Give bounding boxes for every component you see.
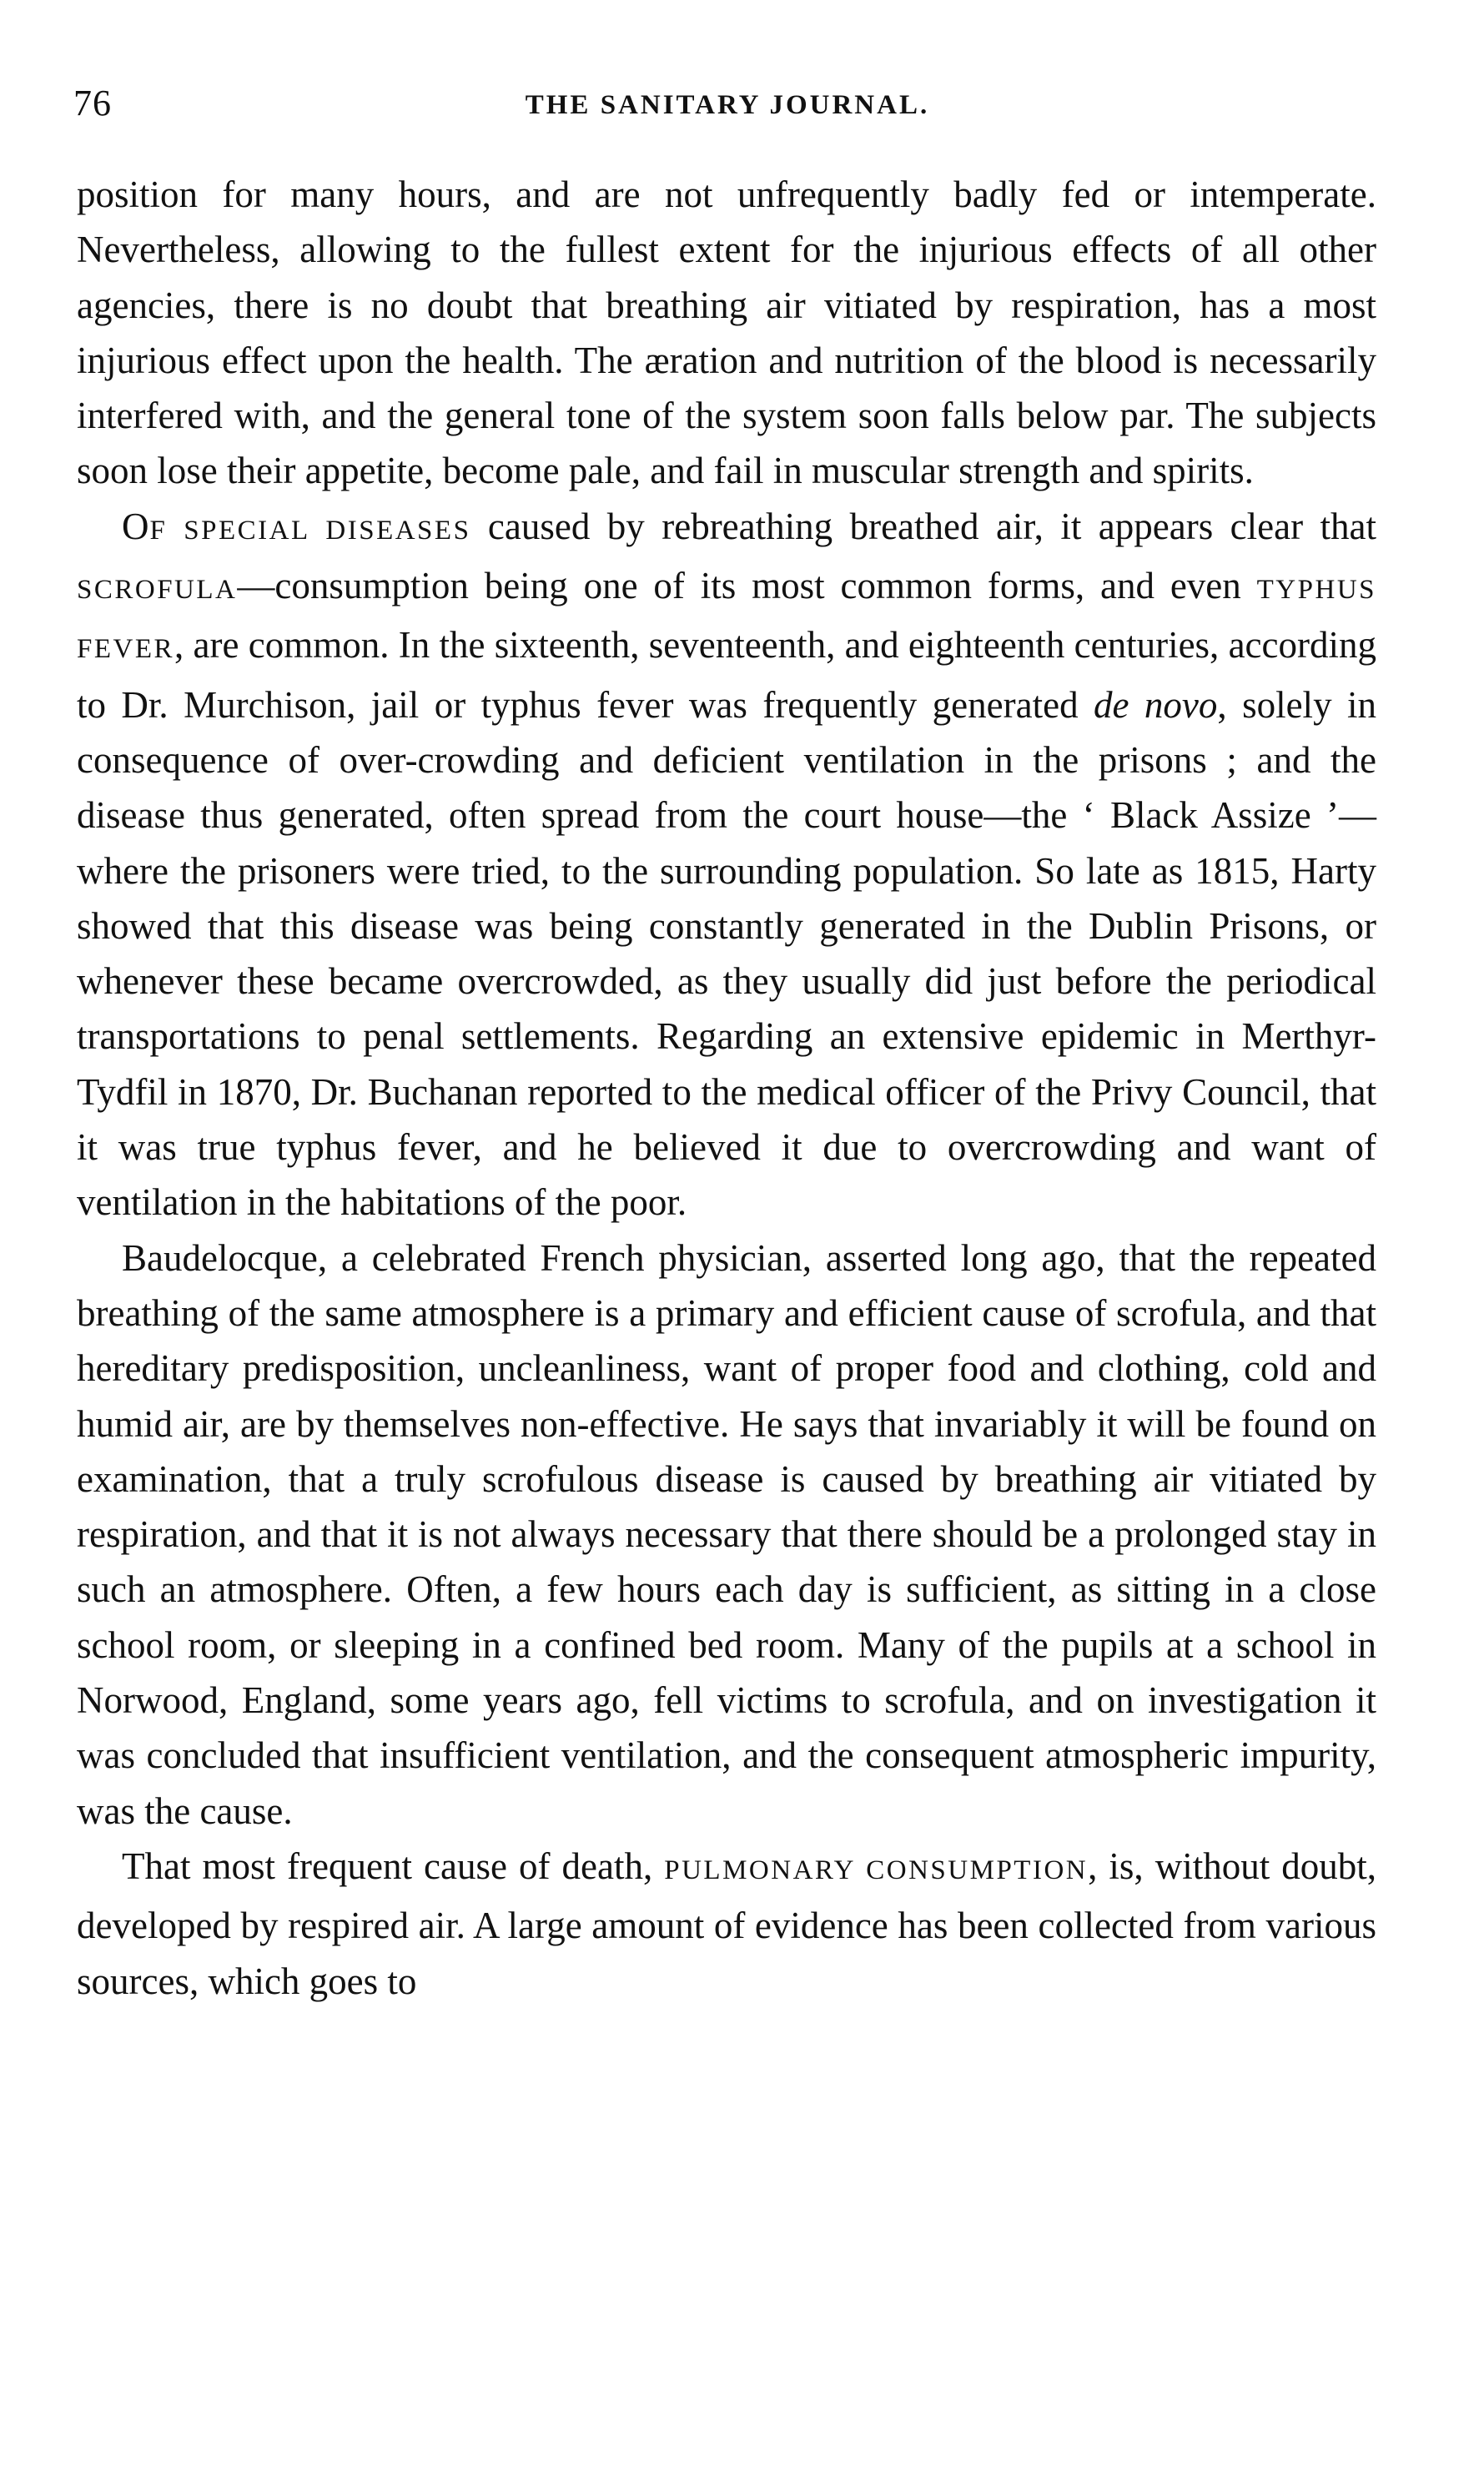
text-segment: , is, without doubt, developed by respired air. A large amount of evidence has been collected from various sources, which goes to xyxy=(77,1844,1377,2002)
paragraph-3: Baudelocque, a celebrated French physician, asserted long ago, that the repeated breathing of the same atmosphere is a primary and efficient cause of scrofula, and that hereditary predisposition, uncleanliness, want of proper food and clothing, cold and humid air, are by themselves non-effective. He says that invariably it will be found on examination, that a truly scrofulous disease is caused by breathing air vitiated by respiration, and that it is not always necessary that there should be a prolonged stay in such an atmosphere. Often, a few hours each day is sufficient, as sitting in a close school room, or sleeping in a confined bed room. Many of the pupils at a school in Norwood, England, some years ago, fell victims to scrofula, and on investigation it was concluded that insufficient ventilation, and the consequent atmospheric impurity, was the cause. xyxy=(77,1236,1376,1832)
small-caps-heading: F SPECIAL DISEASES xyxy=(149,515,471,546)
paragraph-1: position for many hours, and are not unfrequently badly fed or intemperate. Nevertheless, allowing to the fullest extent for the injurious effects of all other agencies, there is no doubt that breathing air vitiated by respiration, has a most injurious effect upon the health. The æration and nutrition of the blood is necessarily interfered with, and the general tone of the system soon falls below par. The subjects soon lose their appetite, become pale, and fail in muscular strength and spirits. xyxy=(77,174,1376,492)
paragraph-4 xyxy=(77,1839,1376,2009)
drop-lead-letter: O xyxy=(122,505,150,547)
text-segment: That most frequent cause of death, xyxy=(122,1844,665,1887)
page-header xyxy=(73,82,1381,132)
body-text xyxy=(77,167,1376,2009)
text-segment: , are common. In the sixteenth, seventeenth, and eighteenth centuries, according to Dr. Murchison, jail or typhus fever was frequently generated xyxy=(77,624,1376,726)
running-head: THE SANITARY JOURNAL. xyxy=(525,90,930,120)
small-caps-term: TYPHUS FEVER xyxy=(77,575,1376,665)
text-segment: caused by rebreathing breathed air, it appears clear that xyxy=(470,505,1377,547)
small-caps-term: SCROFULA xyxy=(77,575,238,606)
text-segment: —consumption being one of its most common forms, and even xyxy=(237,565,1257,607)
text-segment: , solely in consequence of over-crowding and deficient ventilation in the prisons ; and the disease thus generated, often spread from the court house—the ‘ Black Assize ’—where the prisoners were tried, to the surrounding population. So late as 1815, Harty showed that this disease was being constantly generated in the Dublin Prisons, or whenever these became overcrowded, as they usually did just before the periodical transportations to penal settlements. Regarding an extensive epidemic in Merthyr-Tydfil in 1870, Dr. Buchanan reported to the medical officer of the Privy Council, that it was true typhus fever, and he believed it due to overcrowding and want of ventilation in the habitations of the poor. xyxy=(77,683,1376,1224)
small-caps-term: PULMONARY CONSUMPTION xyxy=(664,1855,1089,1885)
page-number: 76 xyxy=(73,83,112,123)
paragraph-2 xyxy=(77,499,1376,1230)
italic-term: de novo xyxy=(1094,683,1218,726)
